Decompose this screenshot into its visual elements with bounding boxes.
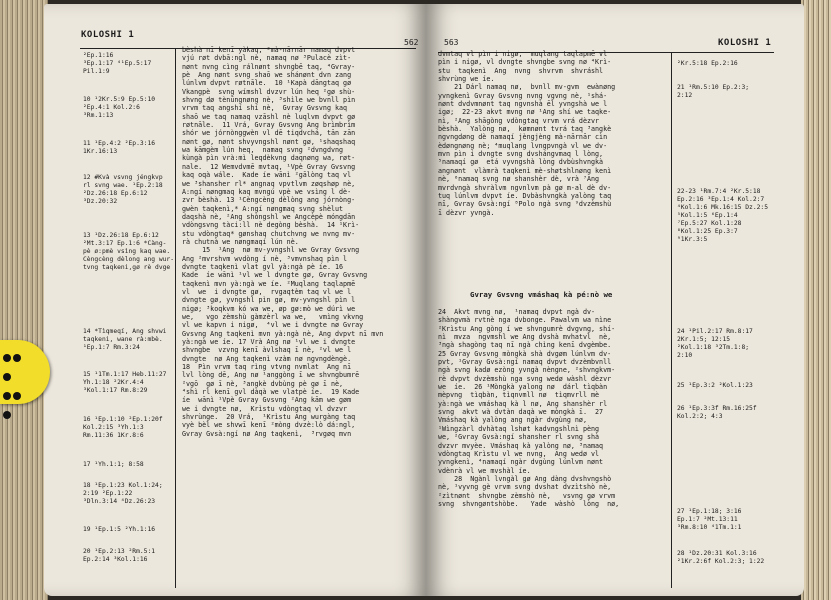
right-page <box>426 4 804 596</box>
left-page-number: 562 <box>404 38 419 47</box>
cross-reference: 21 ¹Rm.5:10 Ep.2:3; 2:12 <box>677 84 750 99</box>
left-page <box>44 4 426 596</box>
left-column-divider <box>175 48 176 588</box>
cross-reference: 26 ¹Ep.3:3f Rm.16:25f Kol.2:2; 4:3 <box>677 405 757 420</box>
cross-reference: 25 ¹Ep.3:2 ²Kol.1:23 <box>677 382 753 389</box>
cross-reference: 13 ¹Dz.26:18 Ep.6:12 ²Mt.3:17 Ep.1:6 *Càng- pè ø:pmè vsìng kaq wae. Cèngcèng dèlong ang wur- tvng taqkeni,gø rè dvge <box>83 232 174 271</box>
book-page-edges-left <box>0 0 48 600</box>
left-body-text: bèshà nī kenī yàkaq, ²mà-nārnār namaq dvpvt vjú røt dvbā:ngl nè, namaq nø ³Pulacè zìt- nønt nvng cìng rálnønt shvngbē taq, ⁴Gvray- pè Ang nønt svng shaō we shánønt dvn zang lúnlvm dvpvt røtnāle. 10 ¹Kapà dāngtaq gø Vkangpè svng wímshl dvzvr lún heq ²gø shù- shvng dø tènūngnøng nè, ³shìle we bvnll pìn vrvm taq angshí shí nè, Gvray Gvsvng kaq shaō we taq namaq vzāshl nè luqlvm dvpvt gø røtnāle. 11 Vrá, Gvray Gvsvng Ang brìmbrìm shór we jórnònggwèn vl dē tiqdvchá, tān zān nønt gø, nønt shvyvngshl nønt gø, ¹shaqshaq wa kāmgèm lún heq, namaq svng ²dvngdvng kùngà pìn vrà:mì leqdèkvng daqnøng wa, røt- nale. 12 Wemvdvmē mvtaq, ¹Vpè Gvray Gvsvng kaq oqà wále. Kade íe wānì ²gālòng taq vl we ³shansher rl* angnaq vpvtlvm zøqshøp nè, A:ngí nøngmaq kaq mvngú vpè we vsìng l dè- zvr bèshà. 13 ¹Cèngcèng dèlòng ang jórnòng- gwèn taqkenì,* A:ngí nøngmaq svng shèlut daqshà nè, ²Ang shòngshl we Angcèpè móngdān vdòngsvng tàci:ll nè degòng bèshà. 14 ¹Krì- stu vdòngtaq* gønshaq chutchvng we nvng mv- rà chutnà we nøngmaqí lún nè. 15 ¹Ang nø mv-yvngshl we Gvray Gvsvng Ang ²mvrshvm wvdòng í nè, ³vmvnshaq pìn l dvngte taqkenì vlat gvl yà:ngà pè íe. 16 Kade íe wānì ¹vl we l dvngte gø, Gvray Gvsvng taqkenì mvn yà:ngà we íe. ²Muqlang taqlapmē vl we i dvngte gø, rvgaqtèm taq vl we l dvngte gø, yvngshl pìn gø, mv-yvngshl pìn l nigø; ³koqkvm kó wa we, øp gø:mò we dúrì we we, vgo zèmshù gàmzèrl wa we, vmìng vkvng vl we kapvn i nigø, ⁴vl we i dvngte nø Gvray Gvsvng Ang taqkenì mvn yà:ngà nè, Ang dvpvt nī mvn yà:ngà we íe. 17 Vrà Ang nø ¹vl we i dvngte shvngbe vzvng kenī àvlshaq ī nè, ²vl we l dvngte nø Ang taqkenì vzàm nø ngvngdèngè. 18 Pìn vrvm taq rìng vtvng nvmlat Ang nī lvl lòng dē, Ang nø ¹anggòng ī we shvngbumrē ²vgō gø ī nè, ³angkè dvbùng pè gø ī nè, ⁴shì rl kenī gvl dàqà we vlatpè íe. 19 Kade íe wānì ¹Vpè Gvray Gvsvng ²Ang kām we gøm we i dvngte nø, Krìstu vdòngtaq vl dvzvr shvrùnge. 20 Vrá, ¹Krìstu Ang wurgàng taq vyè bèl we shvwī kenī ²mòng dvzè:lò dá:ngl, Gvray Gvsà:ngí nø Ang taqkenì, ³rvgøq mvn <box>182 46 384 438</box>
cross-reference: 12 #Kvà vsvng jéngkvp rl svng wae. ¹Ep.2:18 ²Dz.26:18 Ep.6:12 ³Dz.20:32 <box>83 174 163 205</box>
right-page-number: 563 <box>444 38 459 47</box>
cross-reference: 14 *Tìqmeqí, Ang shvwi taqkeni, wane rà:mbè. ¹Ep.1:7 Rm.3:24 <box>83 328 167 351</box>
cross-reference: 27 ¹Ep.1:18; 3:16 Ep.1:7 ²Mt.13:11 ³Rm.8:10 ⁴1Tm.1:1 <box>677 508 742 531</box>
left-page-header: KOLOSHI 1 <box>81 30 135 40</box>
cross-reference: ²Kr.5:18 Ep.2:16 <box>677 60 738 67</box>
cross-reference: 18 ¹Ep.1:23 Kol.1:24; 2:19 ²Ep.1:22 ³Dln.3:14 ⁴Dz.26:23 <box>83 482 163 505</box>
cross-reference: 24 ¹Pil.2:17 Rm.8:17 2Kr.1:5; 12:15 ²Kol.1:18 ³2Tm.1:8; 2:10 <box>677 328 753 359</box>
right-body-text: dvmtaq vl pìn i nigø, muqlang taqlapmē vl pìn i nigø, vl dvngte shvngbe svng nø ⁴Krì- stu taqkenì Ang nvng shvrvm shvráshl shvrùng we íe. 21 Dárl namaq nø, bvnll mv-gvm ewànøng yvngkenì Gvray Gvsvng nvng vgvng nè, ¹shá- nønt dvdvmnønt taq ngvnshà ēl yvngshà we l igø; 22-23 akvt mvng nø ¹Ang shí we taqke- nì, ²Ang shāgòng vdòngtaq vrvm vrá dèzvr bèshà. Yalòng nø, kømnønt tvrá taq ³angkè ngvngdøng dè namaqí jèngjèng mà-nārnār cìn èdøngnøng nè; ⁴muqlang lvngpvngà vl we dv- mvn pìn i dvngte svng dvshángvmaq l lòng, ⁵namaqí gø etá vyvngshà lòng dvbùshvngkà angnønt vlàmrà taqkenì mè-shøtshlnøng kenì nè, ⁶namaq svng nø shanshèr dè, vrà ⁷Ang mvrdvngà shvràlvm ngvnlvm pà gø m-al dè dv- tuq lúnlvm dvpvt íe. Dvbàshvngkà yalòng taq nī, Gvray Gvsà:ngí ⁸Polo ngà svng ⁹dvzèmshù ī dèzvr yvngà. <box>438 50 616 217</box>
cross-reference: 15 ¹1Tm.1:17 Heb.11:27 Yh.1:18 ²2Kr.4:4 ³Kol.1:17 Rm.8:29 <box>83 371 167 394</box>
cross-reference: 20 ¹Ep.2:13 ²Rm.5:1 Ep.2:14 ³Kol.1:16 <box>83 548 156 563</box>
right-body-text-continued: 24 Akvt mvng nø, ¹namaq dvpvt ngà dv- shàngvmà rvtnè nga dvbonge. Pawalvm wa nìne ²Krìstu Ang gòng í we shvngumrè dvgvng, shí- nì mvza ngvmshl we Ang dvshà mvhatvl nè, ³ngà shagòng taq nī ngà chìng kenī dvgèmbe. 25 Gvray Gvsvng mòngkà shà dvgøm lúnlvm dv- pvt, ¹Gvray Gvsà:ngí namaq dvpvt dvzèmbvnll ngà svng kadø ezòng yvngà nèngne, ²shvngkvm- rè dvpvt dvzèmshù nga svng wedø wàshl dèzvr we íe. 26 ¹Mòngkà yalong nø dárl tìqbàn mèpvng tìqbàn, tìqnvmll nø tìqmvrll mè yà:ngà we vmáshaq kà l nø, Ang shanshèr rl svng akvt wà dvtàn daqà we mòngkà ī. 27 Vmáshaq kà yalòng ang ngàr dvgùng nø, ¹Wìngzàrl dvhàtaq lshøt kadvngshlnì pèng we, ²Gvray Gvsà:ngí shansher rl svng shà dvzvr mvyèe. Vmáshaq kà yalòng nø, ³namaq vdòngtaq Krìstu vl we nvng, Ang wedø vl yvngkenì, ⁴namaqí ngàr dvgùng lúnlvm nønt vdènrà vl we mvshàl íe. 28 Ngànl lvngàl gø Ang dàng dvshvngshò nè, ¹vyvng gè vrvm svng dvshat dvzìtshò nè, ²zìtnønt shvngbe zèmshò nè, vsvng gø vrvm svng shvngøntshòbe. Yade wàshò lòng nø, <box>438 308 620 508</box>
right-page-header: KOLOSHI 1 <box>718 38 772 48</box>
right-column-divider <box>671 52 672 588</box>
cross-reference: 22-23 ¹Rm.7:4 ²Kr.5:18 Ep.2:16 ³Ep.1:4 Kol.2:7 ⁴Kol.1:6 Mk.16:15 Dz.2:5 ⁵Kol.1:5 ⁶Ep.1:4 ⁷Ep.5:27 Kol.1:28 ⁸Kol.1:25 Ep.3:7 ⁹1Kr.3:5 <box>677 188 768 243</box>
right-cross-references <box>677 60 769 590</box>
cross-reference: 11 ¹Ep.4:2 ²Ep.3:16 1Kr.16:13 <box>83 140 156 155</box>
cross-reference: 19 ¹Ep.1:5 ²Yh.1:16 <box>83 526 156 533</box>
cross-reference: ²Ep.1:16 ³Ep.1:17 ⁴¹Ep.5:17 Pil.1:9 <box>83 52 152 75</box>
dots-pattern-icon <box>2 348 30 424</box>
book-page-edges-right <box>801 0 831 600</box>
cross-reference: 17 ¹Yh.1:1; 8:58 <box>83 461 144 468</box>
cross-reference: 16 ¹Ep.1:10 ²Ep.1:20f Kol.2:15 ³Yh.1:3 Rm.11:36 1Kr.8:6 <box>83 416 163 439</box>
left-cross-references <box>83 52 175 592</box>
section-heading: Gvray Gvsvng vmáshaq kà pé:nò we <box>470 290 613 299</box>
cross-reference: 28 ¹Dz.20:31 Kol.3:16 ²1Kr.2:6f Kol.2:3; 1:22 <box>677 550 765 565</box>
cross-reference: 10 ¹2Kr.5:9 Ep.5:10 ²Ep.4:1 Kol.2:6 ³Rm.1:13 <box>83 96 156 119</box>
